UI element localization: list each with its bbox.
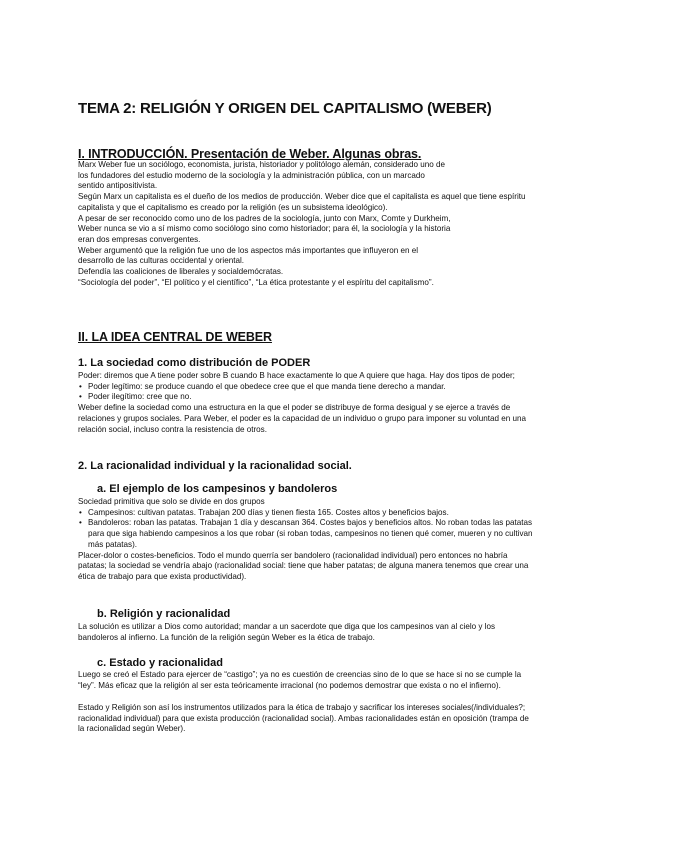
paragraph-line: sentido antipositivista. <box>78 181 158 191</box>
paragraph-line: la racionalidad según Weber). <box>78 724 186 734</box>
subsection-2a-heading: a. El ejemplo de los campesinos y bandoleros <box>97 483 338 495</box>
paragraph-line: Weber argumentó que la religión fue uno de los aspectos más importantes que influyeron en el <box>78 245 418 255</box>
paragraph-line: capitalista y que el capitalismo es creado por la religión (es un subsistema ideológico). <box>78 202 388 212</box>
paragraph-line: bandoleros al infierno. La función de la religión según Weber es la ética de trabajo. <box>78 632 375 642</box>
subsection-2c-body <box>78 670 598 691</box>
subsection-2b-heading: b. Religión y racionalidad <box>97 608 231 620</box>
paragraph-line: La solución es utilizar a Dios como autoridad; mandar a un sacerdote que diga que los campesinos van al cielo y los <box>78 622 496 631</box>
paragraph-line: relación social, incluso contra la resistencia de otros. <box>78 424 267 434</box>
bullet-item: • Campesinos: cultivan patatas. Trabajan 200 días y tienen fiesta 165. Costes altos y beneficios bajos. <box>78 508 598 519</box>
paragraph-line: eran dos empresas convergentes. <box>78 234 201 244</box>
section-1-body <box>78 160 598 288</box>
paragraph-line: Weber define la sociedad como una estructura en la que el poder se distribuye de forma desigual y se ejerce a través de <box>78 403 511 413</box>
paragraph-line: ética de trabajo para que exista productividad). <box>78 571 247 581</box>
subsection-2b-body <box>78 622 598 643</box>
paragraph-line: Poder: diremos que A tiene poder sobre B cuando B hace exactamente lo que A quiere que haga. Hay dos tipos de poder; <box>78 371 515 380</box>
paragraph-line: Defendía las coaliciones de liberales y socialdemócratas. <box>78 267 284 277</box>
paragraph-line: desarrollo de las culturas occidental y oriental. <box>78 256 245 266</box>
paragraph-line: Sociedad primitiva que solo se divide en dos grupos <box>78 497 265 506</box>
paragraph-line: Weber nunca se vio a sí mismo como sociólogo sino como historiador; para él, la sociología y la historia <box>78 224 451 234</box>
bullet-item: • Bandoleros: roban las patatas. Trabajan 1 día y descansan 364. Costes bajos y beneficios altos. No roban todas las patatas <box>78 518 598 529</box>
subsection-2c-heading: c. Estado y racionalidad <box>97 657 223 669</box>
paragraph-line: Placer-dolor o costes-beneficios. Todo el mundo querría ser bandolero (racionalidad individual) pero entonces no habría <box>78 550 508 560</box>
paragraph-line: los fundadores del estudio moderno de la sociología y la administración pública, con un marcado <box>78 170 425 180</box>
paragraph-line: Luego se creó el Estado para ejercer de “castigo”; ya no es cuestión de creencias sino de lo que se hace si no se cumple la <box>78 670 522 679</box>
paragraph-line: A pesar de ser reconocido como uno de los padres de la sociología, junto con Marx, Comte y Durkheim, <box>78 213 451 223</box>
section-1-heading: I. INTRODUCCIÓN. Presentación de Weber. Algunas obras. <box>78 147 422 161</box>
bullet-continuation: para que siga habiendo campesinos a los que robar (si roban todas, campesinos no tienen qué comer, mueren y no cultivan <box>88 529 533 539</box>
bullet-item: • Poder legítimo: se produce cuando el que obedece cree que el que manda tiene derecho a mandar. <box>78 382 598 393</box>
paragraph-line: Marx Weber fue un sociólogo, economista, jurista, historiador y politólogo alemán, considerado uno de <box>78 160 445 169</box>
paragraph-line: Según Marx un capitalista es el dueño de los medios de producción. Weber dice que el capitalista es aquel que tiene espíritu <box>78 192 526 202</box>
bullet-continuation: más patatas). <box>88 539 138 549</box>
paragraph-line: racionalidad individual) para que exista producción (racionalidad social). Ambas racionalidades están en oposición (trampa de <box>78 713 529 723</box>
section-2-heading: II. LA IDEA CENTRAL DE WEBER <box>78 330 272 344</box>
paragraph-line: “ley”. Más eficaz que la religión al ser esta teóricamente irracional (no podemos demostrar que exista o no el infierno). <box>78 680 501 690</box>
document-title: TEMA 2: RELIGIÓN Y ORIGEN DEL CAPITALISMO (WEBER) <box>78 100 492 117</box>
paragraph-line: “Sociología del poder”, “El político y el científico”, “La ética protestante y el espíritu del capitalismo”. <box>78 277 434 287</box>
paragraph-line: patatas; la sociedad se vendría abajo (racionalidad social: tiene que haber patatas; de alguna manera tenemos que crear una <box>78 561 529 571</box>
subsection-2c-conclusion <box>78 703 598 735</box>
paragraph-line: relaciones y grupos sociales. Para Weber, el poder es la capacidad de un individuo o grupo para imponer su voluntad en una <box>78 413 526 423</box>
subsection-1-heading: 1. La sociedad como distribución de PODER <box>78 357 311 369</box>
subsection-2a-body <box>78 497 598 583</box>
bullet-item: • Poder ilegítimo: cree que no. <box>78 392 598 403</box>
subsection-1-body <box>78 371 598 435</box>
subsection-2-heading: 2. La racionalidad individual y la racionalidad social. <box>78 460 352 472</box>
paragraph-line: Estado y Religión son así los instrumentos utilizados para la ética de trabajo y sacrificar los intereses sociales(/individuales?; <box>78 703 526 712</box>
